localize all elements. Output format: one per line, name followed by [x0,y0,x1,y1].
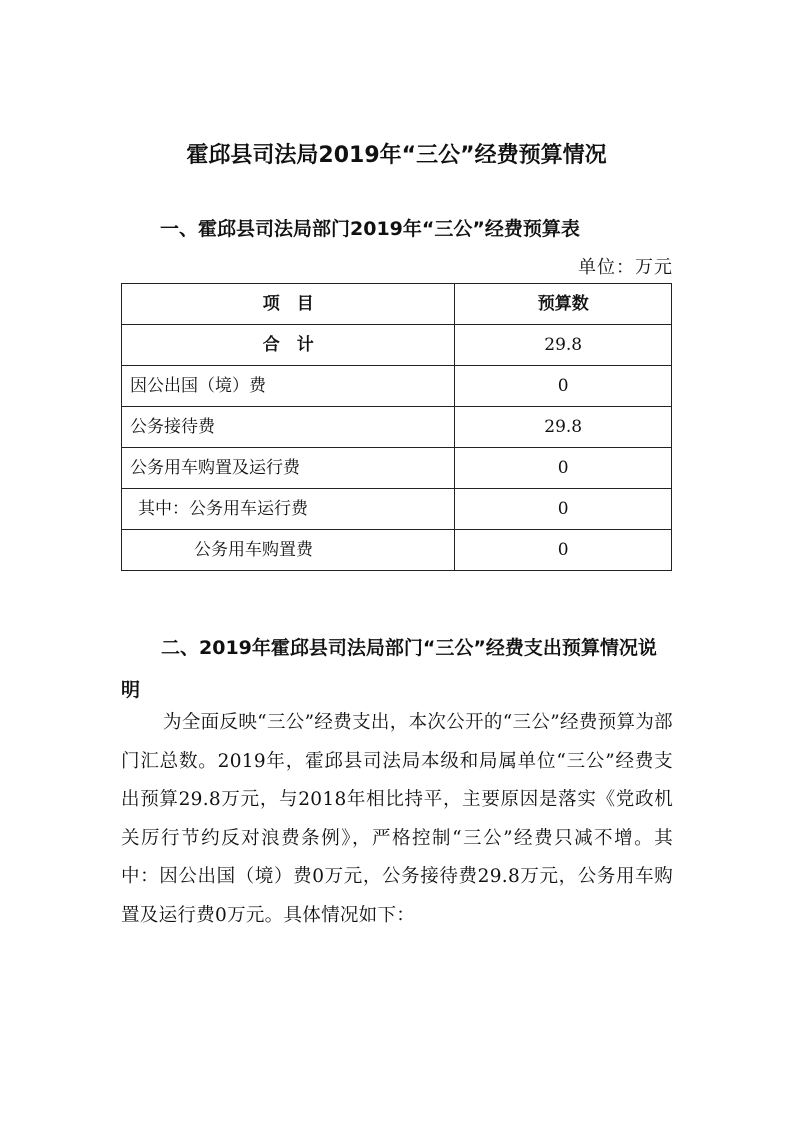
row-item: 因公出国（境）费 [122,366,455,407]
row-item: 公务用车购置费 [122,530,455,571]
row-item: 合 计 [122,325,455,366]
table-row [122,489,672,530]
table-row [122,366,672,407]
table-row [122,530,672,571]
budget-table [121,283,672,571]
row-item: 公务用车购置及运行费 [122,448,455,489]
row-value: 0 [455,489,672,530]
row-item: 其中：公务用车运行费 [122,489,455,530]
header-amount: 预算数 [455,284,672,325]
table-row [122,448,672,489]
table-row-total [122,325,672,366]
table-row [122,407,672,448]
section-2-heading: 二、2019年霍邱县司法局部门“三公”经费支出预算情况说明 [121,637,657,701]
row-value: 29.8 [455,325,672,366]
page-title: 霍邱县司法局2019年“三公”经费预算情况 [186,143,607,168]
row-value: 0 [455,366,672,407]
row-value: 29.8 [455,407,672,448]
row-value: 0 [455,448,672,489]
table-header-row [122,284,672,325]
row-value: 0 [455,530,672,571]
row-item: 公务接待费 [122,407,455,448]
unit-label: 单位：万元 [578,257,673,278]
explanation-paragraph: 为全面反映“三公”经费支出，本次公开的“三公”经费预算为部门汇总数。2019年，霍邱县司法局本级和局属单位“三公”经费支出预算29.8万元，与2018年相比持平，主要原因是落实《党政机关厉行节约反对浪费条例》，严格控制“三公”经费只减不增。其中：因公出国（境）费0万元，公务接待费29.8万元，公务用车购置及运行费0万元。具体情况如下： [121,712,673,926]
section-1-heading: 一、霍邱县司法局部门2019年“三公”经费预算表 [160,218,580,240]
header-item: 项 目 [122,284,455,325]
